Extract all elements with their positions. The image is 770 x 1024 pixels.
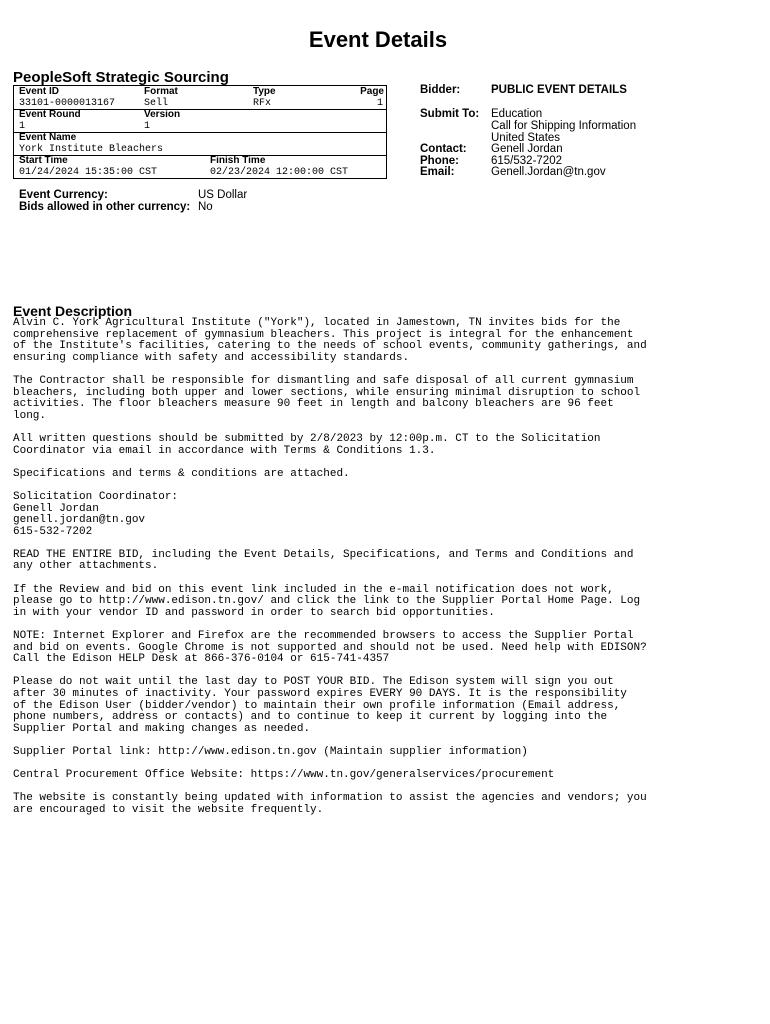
email-value: Genell.Jordan@tn.gov <box>491 166 606 178</box>
page-title: Event Details <box>308 27 448 52</box>
finish-time-value: 02/23/2024 12:00:00 CST <box>210 167 349 178</box>
description-paragraph: Central Procurement Office Website: https://www.tn.gov/generalservices/procurement <box>13 769 555 782</box>
description-paragraph: All written questions should be submitted by 2/8/2023 by 12:00p.m. CT to the Solicitation Coordinator via email in accordance with Terms & Conditions 1.3. <box>13 432 601 457</box>
description-paragraph: Solicitation Coordinator: Genell Jordan genell.jordan@tn.gov 615-532-7202 <box>13 490 179 538</box>
start-time-label: Start Time <box>19 155 68 166</box>
description-paragraph: The Contractor shall be responsible for dismantling and safe disposal of all current gymnasium bleachers, including both upper and lower sections, while ensuring minimal disruption to school activities. The floor bleachers measure 90 feet in length and balcony bleachers are 96 feet long. <box>13 374 641 422</box>
submit-to-line1: Education <box>491 108 543 120</box>
description-paragraph: The website is constantly being updated with information to assist the agencies and vendors; you are encouraged to visit the website frequently. <box>13 792 647 816</box>
finish-time-label: Finish Time <box>210 155 266 166</box>
start-time-value: 01/24/2024 15:35:00 CST <box>19 167 158 178</box>
page-label: Page <box>360 86 384 97</box>
system-subtitle: PeopleSoft Strategic Sourcing <box>13 69 229 86</box>
event-round-label: Event Round <box>19 109 81 120</box>
format-value: Sell <box>144 98 169 109</box>
divider <box>14 155 386 156</box>
contact-value: Genell Jordan <box>491 143 563 155</box>
event-name-value: York Institute Bleachers <box>19 144 164 155</box>
description-paragraph: Specifications and terms & conditions are attached. <box>13 467 350 480</box>
version-value: 1 <box>144 121 151 132</box>
event-description-body <box>13 318 758 828</box>
event-name-label: Event Name <box>19 132 77 143</box>
event-id-value: 33101-0000013167 <box>19 98 116 109</box>
email-label: Email: <box>420 166 455 178</box>
type-label: Type <box>253 86 276 97</box>
event-summary-box <box>13 85 387 179</box>
submit-to-label: Submit To: <box>420 108 480 120</box>
phone-value: 615/532-7202 <box>491 154 562 167</box>
bidder-value: PUBLIC EVENT DETAILS <box>491 84 627 96</box>
event-description-heading: Event Description <box>13 303 133 319</box>
contact-label: Contact: <box>420 143 467 155</box>
format-label: Format <box>144 86 178 97</box>
version-label: Version <box>144 109 181 120</box>
bidder-label: Bidder: <box>420 84 461 96</box>
submit-to-line3: United States <box>491 131 561 144</box>
other-currency-value: No <box>198 201 213 213</box>
submit-to-line2: Call for Shipping Information <box>491 120 637 132</box>
event-id-label: Event ID <box>19 86 60 97</box>
description-paragraph: NOTE: Internet Explorer and Firefox are the recommended browsers to access the Supplier Portal and bid on events. Google Chrome is not supported and should not be used. Need help with EDISON? Call the Edison HELP Desk at 866-376-0104 or 615-741-4357 <box>13 630 647 666</box>
event-currency-label: Event Currency: <box>19 189 108 201</box>
other-currency-label: Bids allowed in other currency: <box>19 201 191 213</box>
description-paragraph: If the Review and bid on this event link included in the e-mail notification does not work, please go to http://www.edison.tn.gov/ and click the link to the Supplier Portal Home Page. Log in with your vendor ID and password in order to search bid opportunities. <box>13 583 641 619</box>
type-value: RFx <box>253 98 272 109</box>
event-round-value: 1 <box>19 121 26 132</box>
page-value: 1 <box>376 98 383 109</box>
description-paragraph: Please do not wait until the last day to POST YOUR BID. The Edison system will sign you out after 30 minutes of inactivity. Your password expires EVERY 90 DAYS. It is the responsibility of the Edison User (bidder/vendor) to maintain their own profile information (Email address, phone numbers, address or contacts) and to continue to keep it current by logging into the Supplier Portal and making changes as needed. <box>13 676 627 735</box>
description-paragraph: READ THE ENTIRE BID, including the Event Details, Specifications, and Terms and Conditions and any other attachments. <box>13 548 634 573</box>
phone-label: Phone: <box>420 154 459 167</box>
event-currency-value: US Dollar <box>198 189 248 201</box>
description-paragraph: Supplier Portal link: http://www.edison.tn.gov (Maintain supplier information) <box>13 745 528 758</box>
description-paragraph: Alvin C. York Agricultural Institute ("York"), located in Jamestown, TN invites bids for the comprehensive replacement of gymnasium bleachers. This project is integral for the enhancement of the Institute's facilities, catering to the needs of school events, community gatherings, and ensuring compliance with safety and accessibility standards. <box>13 317 647 364</box>
